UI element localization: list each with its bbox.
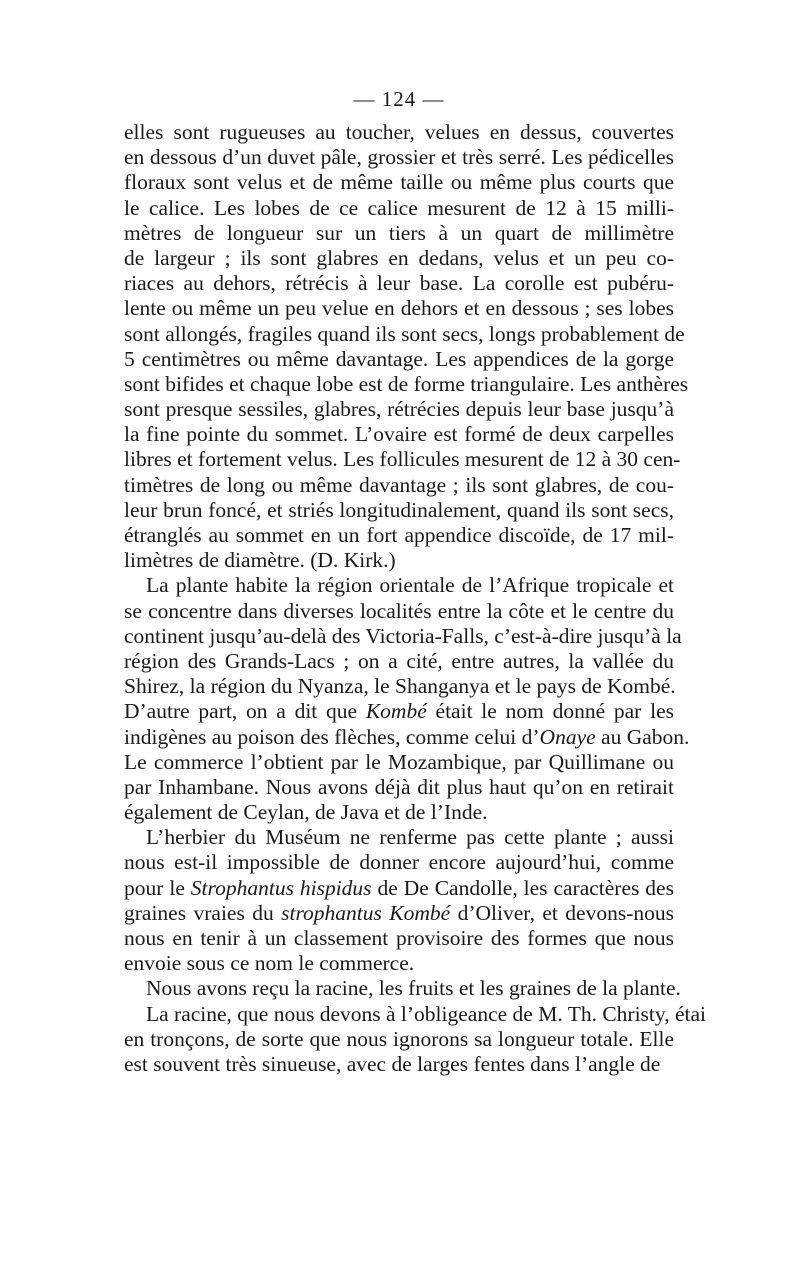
text-line: sont presque sessiles, glabres, rétrécies depuis leur base jusqu’à: [124, 397, 674, 422]
text-line: est souvent très sinueuse, avec de larges fentes dans l’angle de: [124, 1051, 661, 1076]
text-line: par Inhambane. Nous avons déjà dit plus haut qu’on en retirait: [124, 774, 674, 799]
text-line: en dessous d’un duvet pâle, grossier et très serré. Les pédicelles: [124, 145, 674, 170]
text-line: 5 centimètres ou même davantage. Les appendices de la gorge: [124, 346, 674, 371]
text-line: sont bifides et chaque lobe est de forme triangulaire. Les anthères: [124, 371, 689, 396]
text-line: La racine, que nous devons à l’obligeance de M. Th. Christy, étai: [146, 1001, 707, 1026]
text-line: floraux sont velus et de même taille ou même plus courts que: [124, 170, 674, 195]
text-line: la fine pointe du sommet. L’ovaire est formé de deux carpelles: [124, 422, 674, 447]
paragraph: [124, 1001, 707, 1078]
text-line: en tronçons, de sorte que nous ignorons sa longueur totale. Elle: [124, 1026, 674, 1051]
text-line: région des Grands-Lacs ; on a cité, entre autres, la vallée du: [124, 648, 674, 673]
text-line: D’autre part, on a dit que Kombé était le nom donné par les: [124, 699, 674, 724]
text-line: nous est-il impossible de donner encore aujourd’hui, comme: [124, 850, 674, 875]
text-line: mètres de longueur sur un tiers à un quart de millimètre: [124, 220, 674, 245]
text-line: nous en tenir à un classement provisoire des formes que nous: [124, 926, 674, 950]
text-line: limètres de diamètre. (D. Kirk.): [124, 548, 396, 573]
book-page: [124, 84, 707, 1077]
text-line: étranglés au sommet en un fort appendice discoïde, de 17 mil-: [124, 523, 674, 547]
text-line: La plante habite la région orientale de l’Afrique tropicale et: [146, 573, 674, 598]
page-number: — 124 —: [353, 87, 445, 111]
text-line: graines vraies du strophantus Kombé d’Oliver, et devons-nous: [124, 900, 674, 925]
text-line: libres et fortement velus. Les follicules mesurent de 12 à 30 cen-: [124, 447, 681, 472]
text-line: sont allongés, fragiles quand ils sont secs, longs probablement de: [124, 321, 685, 346]
text-line: elles sont rugueuses au toucher, velues en dessus, couvertes: [124, 120, 674, 144]
text-line: le calice. Les lobes de ce calice mesurent de 12 à 15 milli-: [124, 195, 674, 220]
text-line: Nous avons reçu la racine, les fruits et les graines de la plante.: [146, 976, 681, 1001]
text-line: leur brun foncé, et striés longitudinalement, quand ils sont secs,: [124, 497, 674, 522]
text-line: riaces au dehors, rétrécis à leur base. La corolle est pubéru-: [124, 271, 674, 296]
text-line: également de Ceylan, de Java et de l’Inde.: [124, 800, 488, 825]
text-line: se concentre dans diverses localités entre la côte et le centre du: [124, 598, 674, 623]
text-line: pour le Strophantus hispidus de De Candolle, les caractères des: [124, 875, 674, 900]
text-line: Shirez, la région du Nyanza, le Shanganya et le pays de Kombé.: [124, 674, 676, 699]
text-line: L’herbier du Muséum ne renferme pas cette plante ; aussi: [146, 825, 674, 850]
text-line: Le commerce l’obtient par le Mozambique, par Quillimane ou: [124, 749, 674, 774]
text-line: envoie sous ce nom le commerce.: [124, 951, 415, 976]
text-line: timètres de long ou même davantage ; ils sont glabres, de cou-: [124, 472, 674, 497]
paragraph: [124, 825, 674, 976]
text-line: indigènes au poison des flèches, comme celui d’Onaye au Gabon.: [124, 724, 690, 749]
text-line: continent jusqu’au-delà des Victoria-Falls, c’est-à-dire jusqu’à la: [124, 623, 682, 648]
text-line: de largeur ; ils sont glabres en dedans, velus et un peu co-: [124, 245, 674, 270]
text-line: lente ou même un peu velue en dehors et en dessous ; ses lobes: [124, 296, 674, 321]
paragraph: [124, 573, 690, 825]
paragraph: [124, 976, 681, 1001]
paragraph: [124, 120, 689, 573]
body-text: [124, 120, 707, 1077]
